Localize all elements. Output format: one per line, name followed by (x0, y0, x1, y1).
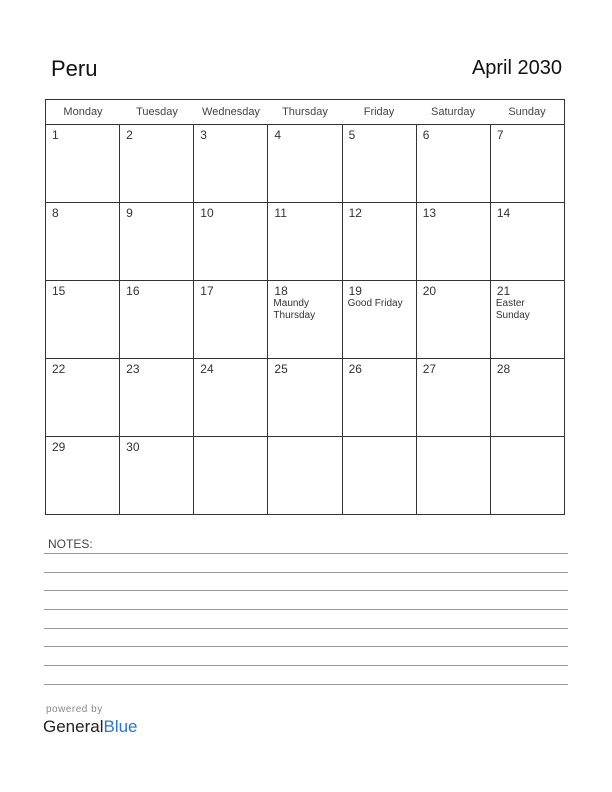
day-number: 5 (348, 128, 356, 142)
notes-line (44, 628, 568, 629)
day-cell (417, 359, 491, 436)
holiday-label: Good Friday (347, 298, 403, 309)
day-cell (417, 125, 491, 202)
day-number: 9 (126, 206, 133, 220)
day-cell (343, 437, 417, 514)
day-number: 17 (200, 284, 214, 298)
week-row-2 (46, 203, 564, 281)
week-row-4 (46, 359, 564, 437)
logo-blue-text: Blue (103, 717, 138, 736)
weekday-header-row (46, 100, 564, 125)
day-number: 19 (348, 284, 362, 298)
day-cell (417, 203, 491, 280)
day-cell (268, 203, 342, 280)
day-cell (343, 203, 417, 280)
day-cell (268, 359, 342, 436)
day-number: 20 (422, 284, 437, 298)
day-cell (46, 437, 120, 514)
day-number: 23 (126, 362, 140, 376)
day-number: 7 (496, 128, 504, 142)
holiday-label: Easter Sunday (495, 298, 530, 321)
weekday-saturday: Saturday (430, 106, 476, 118)
week-row-3 (46, 281, 564, 359)
weekday-thursday: Thursday (282, 106, 328, 118)
day-number: 10 (200, 206, 214, 220)
day-cell (343, 359, 417, 436)
day-number: 11 (274, 206, 287, 220)
day-cell (120, 125, 194, 202)
notes-label: NOTES: (48, 537, 93, 551)
notes-line (44, 572, 568, 573)
powered-by-label: powered by (46, 704, 103, 715)
day-cell (120, 437, 194, 514)
day-number: 2 (126, 128, 133, 142)
calendar-grid (45, 99, 565, 515)
day-number: 3 (200, 128, 207, 142)
notes-line (44, 665, 568, 666)
day-number: 14 (496, 206, 511, 220)
day-cell (491, 281, 564, 358)
month-title: April 2030 (471, 57, 562, 79)
day-number: 28 (496, 362, 511, 376)
generalblue-logo (43, 717, 138, 737)
weekday-monday: Monday (63, 106, 103, 118)
day-cell (46, 281, 120, 358)
day-cell (194, 359, 268, 436)
day-number: 15 (52, 284, 66, 298)
day-number: 16 (126, 284, 140, 298)
day-cell (194, 125, 268, 202)
weekday-sunday: Sunday (508, 106, 546, 118)
day-number: 1 (52, 128, 59, 142)
country-title: Peru (51, 56, 98, 81)
day-cell (491, 203, 564, 280)
day-number: 21 (496, 284, 511, 298)
notes-line (44, 590, 568, 591)
day-number: 26 (348, 362, 362, 376)
day-number: 29 (52, 440, 66, 454)
day-cell (194, 437, 268, 514)
day-cell (491, 125, 564, 202)
day-number: 6 (422, 128, 430, 142)
day-number: 4 (274, 128, 282, 142)
day-number: 24 (200, 362, 214, 376)
day-cell (268, 281, 342, 358)
day-number: 25 (274, 362, 288, 376)
weekday-wednesday: Wednesday (202, 106, 260, 118)
logo-general-text: General (43, 717, 104, 736)
day-cell (120, 359, 194, 436)
weekday-tuesday: Tuesday (136, 106, 178, 118)
day-number: 13 (422, 206, 437, 220)
day-cell (417, 281, 491, 358)
day-cell (268, 125, 342, 202)
day-cell (46, 359, 120, 436)
notes-line (44, 684, 568, 685)
day-number: 27 (422, 362, 437, 376)
day-cell (46, 125, 120, 202)
day-cell (343, 125, 417, 202)
day-number: 18 (274, 284, 288, 298)
day-number: 22 (52, 362, 66, 376)
day-number: 8 (52, 206, 59, 220)
week-row-1 (46, 125, 564, 203)
day-cell (46, 203, 120, 280)
day-cell (417, 437, 491, 514)
day-cell (491, 437, 564, 514)
week-row-5 (46, 437, 564, 514)
day-cell (343, 281, 417, 358)
notes-line (44, 553, 568, 554)
day-cell (268, 437, 342, 514)
day-number: 30 (126, 440, 140, 454)
day-cell (194, 281, 268, 358)
holiday-label: Maundy Thursday (273, 298, 316, 321)
day-number: 12 (348, 206, 362, 220)
day-cell (194, 203, 268, 280)
day-cell (120, 281, 194, 358)
day-cell (491, 359, 564, 436)
weekday-friday: Friday (363, 106, 395, 118)
day-cell (120, 203, 194, 280)
notes-line (44, 609, 568, 610)
notes-line (44, 646, 568, 647)
